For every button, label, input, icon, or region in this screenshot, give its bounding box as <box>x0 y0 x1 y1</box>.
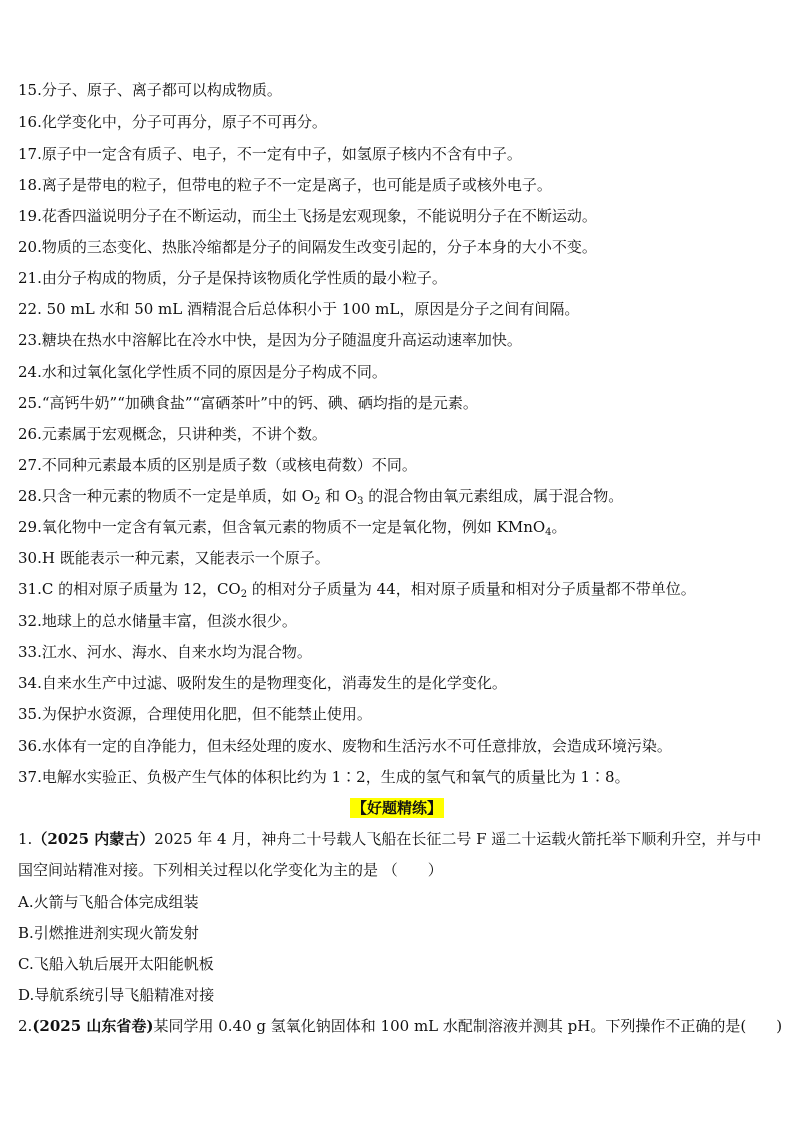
fact-28-text-b: 和 O <box>320 487 358 505</box>
fact-37: 37.电解水实验正、负极产生气体的体积比约为 1∶2，生成的氢气和氧气的质量比为 1∶8。 <box>18 768 630 786</box>
question-2-source: (2025 山东省卷) <box>32 1017 154 1035</box>
fact-26: 26.元素属于宏观概念，只讲种类，不讲个数。 <box>18 425 327 443</box>
fact-27: 27.不同种元素最本质的区别是质子数（或核电荷数）不同。 <box>18 456 417 474</box>
fact-20: 20.物质的三态变化、热胀冷缩都是分子的间隔发生改变引起的，分子本身的大小不变。 <box>18 238 597 256</box>
fact-19: 19.花香四溢说明分子在不断运动，而尘土飞扬是宏观现象，不能说明分子在不断运动。 <box>18 207 597 225</box>
fact-25: 25.“高钙牛奶”“加碘食盐”“富硒茶叶”中的钙、碘、硒均指的是元素。 <box>18 394 478 412</box>
question-1-number: 1. <box>18 830 33 848</box>
question-2-stem <box>18 1016 783 1036</box>
fact-15: 15.分子、原子、离子都可以构成物质。 <box>18 81 282 99</box>
fact-24: 24.水和过氧化氢化学性质不同的原因是分子构成不同。 <box>18 363 387 381</box>
fact-28-text-c: 的混合物由氧元素组成，属于混合物。 <box>363 487 624 505</box>
fact-29-text-b: 。 <box>551 518 567 536</box>
fact-28-subscript-2: 3 <box>357 496 364 507</box>
fact-33: 33.江水、河水、海水、自来水均为混合物。 <box>18 643 312 661</box>
fact-34: 34.自来水生产中过滤、吸附发生的是物理变化，消毒发生的是化学变化。 <box>18 674 507 692</box>
fact-17: 17.原子中一定含有质子、电子，不一定有中子，如氢原子核内不含有中子。 <box>18 145 522 163</box>
question-1-source: （2025 内蒙古） <box>32 830 155 848</box>
fact-28-text-a: 28.只含一种元素的物质不一定是单质，如 O <box>18 487 314 505</box>
fact-28 <box>18 486 780 506</box>
question-1-option-b: B.引燃推进剂实现火箭发射 <box>18 924 199 942</box>
fact-28-subscript-1: 2 <box>313 496 321 507</box>
fact-29-text-a: 29.氧化物中一定含有氧元素，但含氧元素的物质不一定是氧化物，例如 KMnO <box>18 518 546 536</box>
question-1-stem-line-2: 国空间站精准对接。下列相关过程以化学变化为主的是 （ ） <box>18 861 443 879</box>
question-2-stem-text: 某同学用 0.40 g 氢氧化钠固体和 100 mL 水配制溶液并测其 pH。下列操作不正确的是( ) <box>153 1017 783 1035</box>
fact-21: 21.由分子构成的物质，分子是保持该物质化学性质的最小粒子。 <box>18 269 447 287</box>
section-heading-label: 【好题精练】 <box>351 799 442 817</box>
fact-23: 23.糖块在热水中溶解比在冷水中快，是因为分子随温度升高运动速率加快。 <box>18 331 522 349</box>
question-2-number: 2. <box>18 1017 33 1035</box>
fact-36: 36.水体有一定的自净能力，但未经处理的废水、废物和生活污水不可任意排放，会造成环境污染。 <box>18 737 672 755</box>
fact-18: 18.离子是带电的粒子，但带电的粒子不一定是离子，也可能是质子或核外电子。 <box>18 176 552 194</box>
question-1-stem-text: 2025 年 4 月，神舟二十号载人飞船在长征二号 F 遥二十运载火箭托举下顺利升空，并与中 <box>154 830 762 848</box>
fact-31-text-b: 的相对分子质量为 44，相对原子质量和相对分子质量都不带单位。 <box>247 580 696 598</box>
question-1-option-a: A.火箭与飞船合体完成组装 <box>18 893 199 911</box>
fact-31 <box>18 579 780 599</box>
question-1-option-d: D.导航系统引导飞船精准对接 <box>18 986 215 1004</box>
fact-22: 22. 50 mL 水和 50 mL 酒精混合后总体积小于 100 mL，原因是分子之间有间隔。 <box>18 300 580 318</box>
section-heading <box>0 798 794 818</box>
fact-32: 32.地球上的总水储量丰富，但淡水很少。 <box>18 612 297 630</box>
fact-31-subscript: 2 <box>240 589 248 600</box>
question-1-option-c: C.飞船入轨后展开太阳能帆板 <box>18 955 214 973</box>
question-1-stem-line-1 <box>18 829 780 849</box>
fact-16: 16.化学变化中，分子可再分，原子不可再分。 <box>18 113 327 131</box>
fact-29-subscript: 4 <box>545 527 552 538</box>
fact-30: 30.H 既能表示一种元素，又能表示一个原子。 <box>18 549 330 567</box>
fact-29 <box>18 517 780 537</box>
fact-35: 35.为保护水资源，合理使用化肥，但不能禁止使用。 <box>18 705 372 723</box>
fact-31-text-a: 31.C 的相对原子质量为 12，CO <box>18 580 241 598</box>
